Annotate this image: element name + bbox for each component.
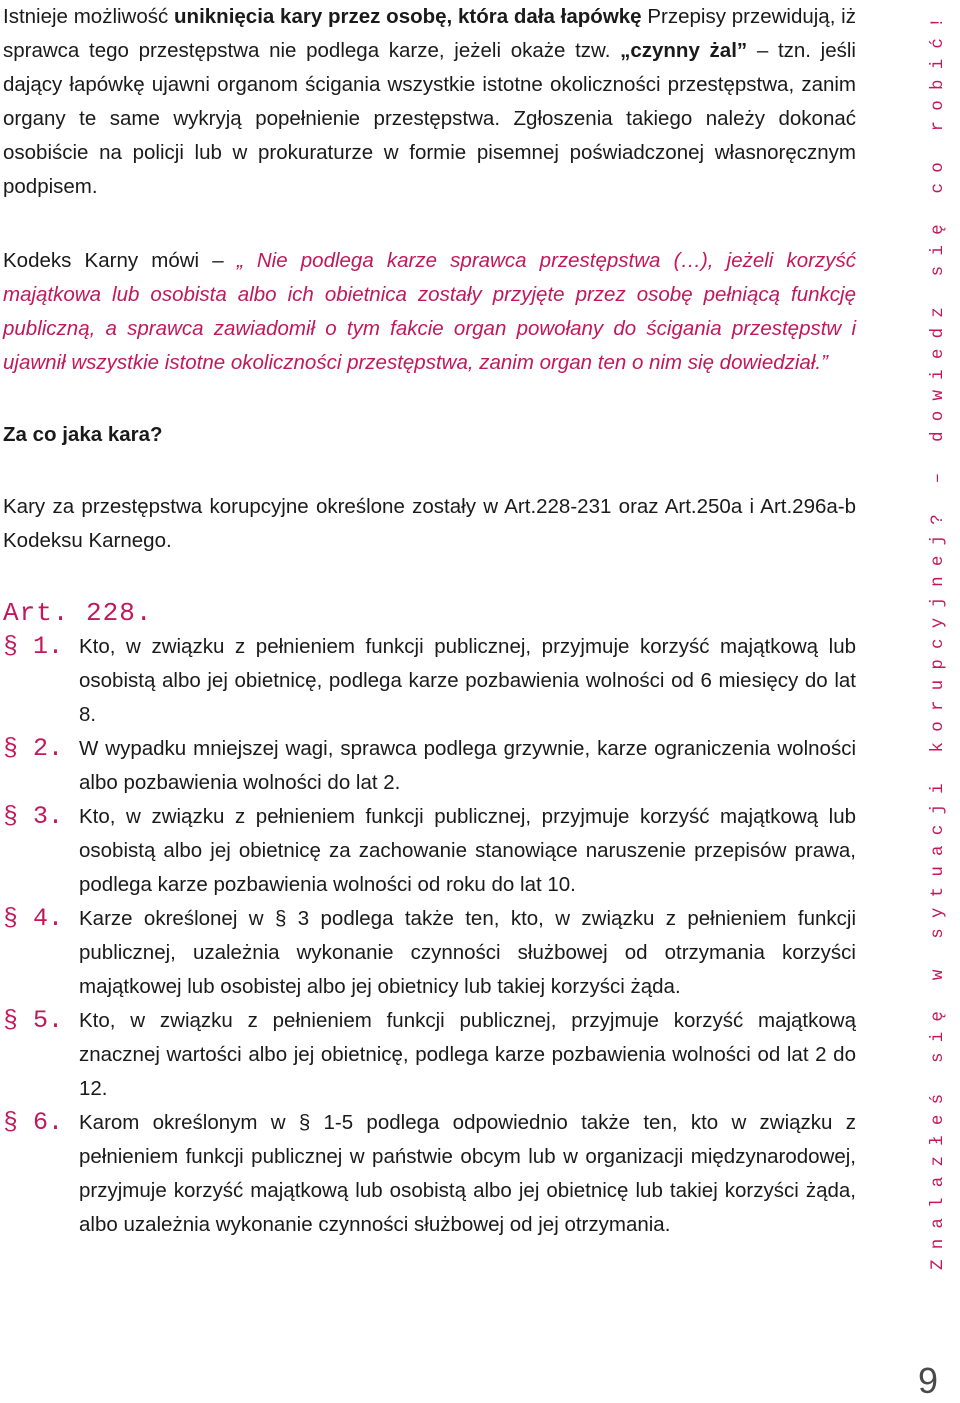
article-paragraphs bbox=[3, 630, 856, 1242]
paragraph-text: Karze określonej w § 3 podlega także ten, kto, w związku z pełnieniem funkcji publicznej, uzależnia wykonanie czynności służbowej od otrzymania korzyści majątkowej lub osobistej albo jej obietnicy lub takiej korzyści żąda. bbox=[79, 907, 856, 998]
article-paragraph bbox=[3, 1004, 856, 1106]
intro-text-3: – tzn. jeśli dający łapówkę ujawni organom ścigania wszystkie istotne okoliczności przestępstwa, zanim organy te same wykryją popełnienie przestępstwa. Zgłoszenia takiego należy dokonać osobiście na policji lub w prokuraturze w formie pisemnej poświadczonej własnoręcznym podpisem. bbox=[3, 39, 856, 198]
page-content bbox=[3, 0, 856, 1242]
paragraph-text: Karom określonym w § 1-5 podlega odpowiednio także ten, kto w związku z pełnieniem funkcji publicznej w państwie obcym lub w organizacji międzynarodowej, przyjmuje korzyść majątkową lub osobistą albo jej obietnicę lub takiej korzyści żąda, albo uzależnia wykonanie czynności służbowej od jej otrzymania. bbox=[79, 1111, 856, 1236]
paragraph-number: § 1. bbox=[3, 632, 64, 661]
paragraph-number: § 6. bbox=[3, 1108, 64, 1137]
paragraph-number: § 2. bbox=[3, 734, 64, 763]
page-number: 9 bbox=[918, 1360, 939, 1401]
paragraph-text: Kto, w związku z pełnieniem funkcji publicznej, przyjmuje korzyść majątkową lub osobistą albo jej obietnicę za zachowanie stanowiące naruszenie przepisów prawa, podlega karze pozbawienia wolności od roku do lat 10. bbox=[79, 805, 856, 896]
quote-text: „ Nie podlega karze sprawca przestępstwa (…), jeżeli korzyść majątkowa lub osobista albo ich obietnica zostały przyjęte przez osobę pełniącą funkcję publiczną, a sprawca zawiadomił o tym fakcie organ powołany do ścigania przestępstw i ujawnił wszystkie istotne okoliczności przestępstwa, zanim organ ten o nim się dowiedział.” bbox=[3, 249, 856, 374]
intro-text-1: Istnieje możliwość bbox=[3, 5, 175, 28]
paragraph-number: § 4. bbox=[3, 904, 64, 933]
intro-bold-1: uniknięcia kary przez osobę, która dała łapówkę bbox=[174, 5, 642, 28]
penalty-paragraph: Kary za przestępstwa korupcyjne określone zostały w Art.228-231 oraz Art.250a i Art.296a-b Kodeksu Karnego. bbox=[3, 495, 856, 552]
paragraph-number: § 5. bbox=[3, 1006, 64, 1035]
paragraph-text: Kto, w związku z pełnieniem funkcji publicznej, przyjmuje korzyść majątkową znacznej wartości albo jej obietnicę, podlega karze pozbawienia wolności od lat 2 do 12. bbox=[79, 1009, 856, 1100]
article-title: Art. 228. bbox=[3, 598, 153, 628]
article-paragraph bbox=[3, 732, 856, 800]
sidebar-tagline: Znalazłeś się w sytuacji korupcyjnej? – dowiedz się co robić! bbox=[928, 7, 948, 1270]
intro-text-2: Przepisy przewidują, iż sprawca tego przestępstwa nie podlega karze, jeżeli okaże tzw. bbox=[3, 5, 856, 62]
intro-paragraph bbox=[3, 0, 856, 204]
article-paragraph bbox=[3, 630, 856, 732]
article-paragraph bbox=[3, 1106, 856, 1242]
article-paragraph bbox=[3, 800, 856, 902]
paragraph-text: W wypadku mniejszej wagi, sprawca podlega grzywnie, karze ograniczenia wolności albo pozbawienia wolności do lat 2. bbox=[79, 737, 856, 794]
quote-paragraph bbox=[3, 244, 856, 380]
paragraph-number: § 3. bbox=[3, 802, 64, 831]
article-paragraph bbox=[3, 902, 856, 1004]
penalty-heading: Za co jaka kara? bbox=[3, 423, 163, 446]
quote-lead: Kodeks Karny mówi – bbox=[3, 249, 237, 272]
paragraph-text: Kto, w związku z pełnieniem funkcji publicznej, przyjmuje korzyść majątkową lub osobistą albo jej obietnicę, podlega karze pozbawienia wolności od 6 miesięcy do lat 8. bbox=[79, 635, 856, 726]
intro-bold-2: „czynny żal” bbox=[620, 39, 748, 62]
